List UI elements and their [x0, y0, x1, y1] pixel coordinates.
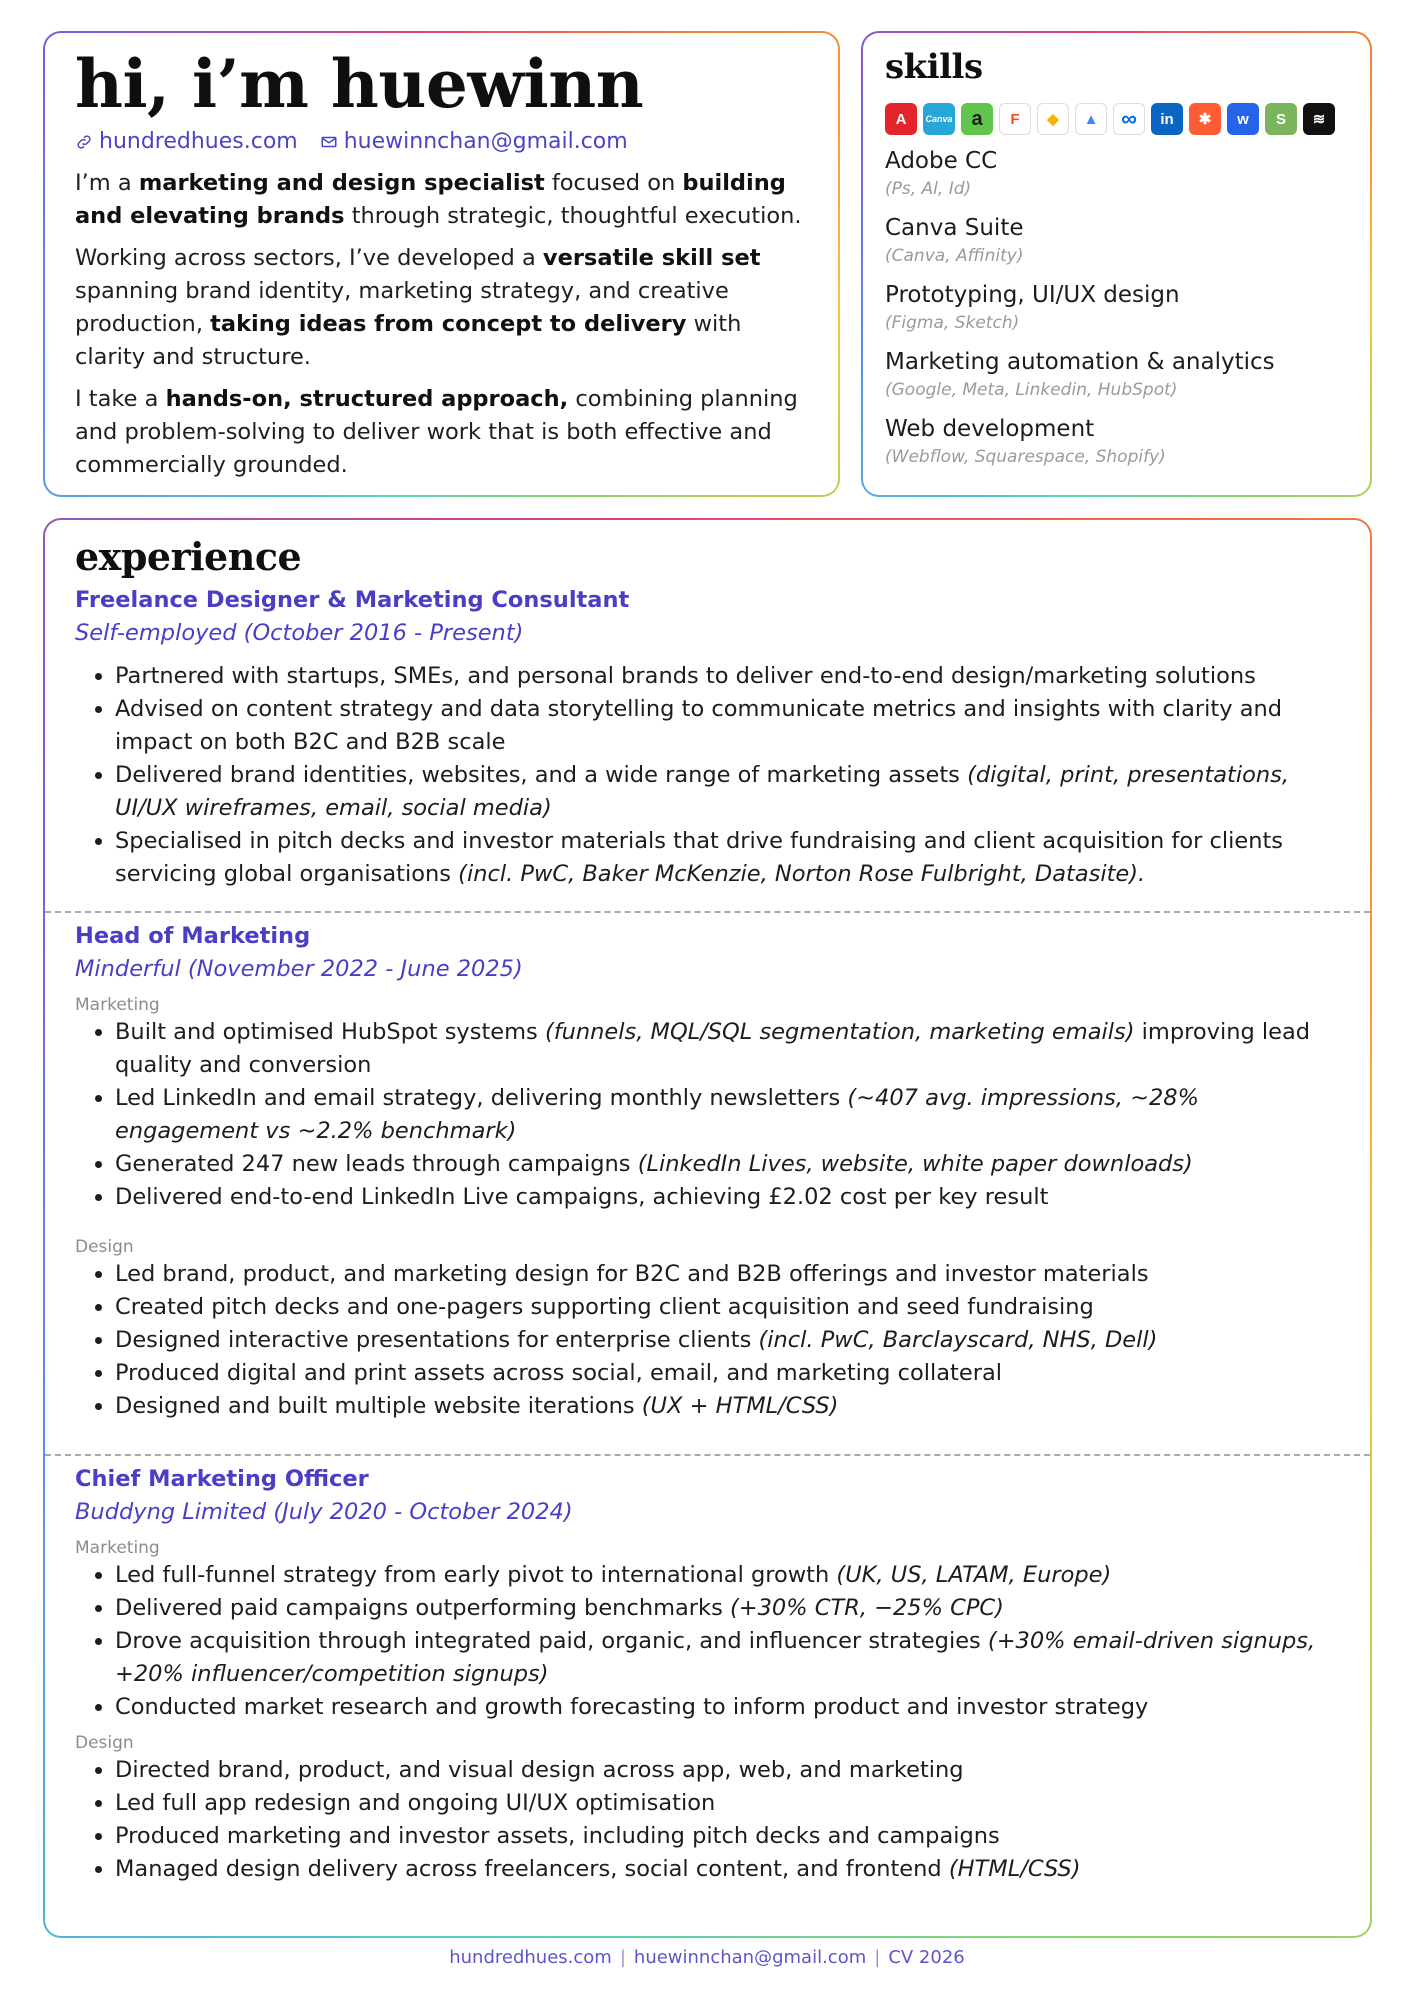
- emphasis-text: versatile skill set: [542, 245, 761, 271]
- skill-tools: (Ps, Al, Id): [885, 179, 972, 199]
- bullet-text: Directed brand, product, and visual design across app, web, and marketing: [115, 1757, 964, 1783]
- bullet-detail: (UX + HTML/CSS): [641, 1393, 839, 1419]
- bullet-detail: (LinkedIn Lives, website, white paper downloads): [637, 1151, 1193, 1177]
- emphasis-text: hands-on, structured approach,: [165, 386, 569, 412]
- bullet-item: [115, 1082, 1345, 1148]
- skill-name: Web development: [885, 416, 1095, 442]
- bullet-item: [115, 1181, 1345, 1214]
- bullet-item: [115, 1853, 1345, 1886]
- bullet-text: Produced digital and print assets across social, email, and marketing collateral: [115, 1360, 1002, 1386]
- skill-item: [885, 145, 1355, 201]
- intro-paragraph-2: [75, 242, 815, 374]
- bullet-text: Produced marketing and investor assets, including pitch decks and campaigns: [115, 1823, 1000, 1849]
- body-text: I take a: [75, 386, 166, 412]
- intro-card: [43, 31, 840, 497]
- bullet-text: Led LinkedIn and email strategy, delivering monthly newsletters: [115, 1085, 848, 1111]
- footer-email[interactable]: huewinnchan@gmail.com: [633, 1947, 867, 1968]
- bullet-item: [115, 1625, 1345, 1691]
- squarespace-icon: ≋: [1303, 103, 1335, 135]
- bullet-item: [115, 1016, 1345, 1082]
- footer-label: CV 2026: [888, 1947, 965, 1968]
- bullet-text: Designed interactive presentations for enterprise clients: [115, 1327, 759, 1353]
- experience-card: [43, 518, 1372, 1938]
- hubspot-icon: ✱: [1189, 103, 1221, 135]
- spacer: [75, 650, 1345, 660]
- bullet-item: [115, 1148, 1345, 1181]
- bullet-item: [115, 1258, 1345, 1291]
- bullet-text: Led brand, product, and marketing design for B2C and B2B offerings and investor materials: [115, 1261, 1149, 1287]
- job-title: Freelance Designer & Marketing Consultant: [75, 587, 630, 613]
- body-text: combining planning and problem-solving to deliver work that is both effective and commercially grounded.: [75, 386, 798, 478]
- website-link[interactable]: [75, 129, 298, 154]
- intro-summary: [75, 167, 815, 491]
- bullet-item: [115, 1559, 1345, 1592]
- bullet-item: [115, 1324, 1345, 1357]
- footer-website[interactable]: hundredhues.com: [449, 1947, 612, 1968]
- mail-icon: [320, 133, 338, 151]
- bullet-detail: (incl. PwC, Baker McKenzie, Norton Rose Fulbright, Datasite).: [458, 861, 1146, 887]
- skill-item: [885, 279, 1355, 335]
- body-text: spanning brand identity, marketing strategy, and creative production,: [75, 278, 729, 337]
- bullet-detail: (~407 avg. impressions, ~28% engagement vs ~2.2% benchmark): [115, 1085, 1199, 1144]
- bullet-item: [115, 660, 1345, 693]
- tool-icons-row: [885, 103, 1335, 135]
- skill-name: Marketing automation & analytics: [885, 349, 1275, 375]
- body-text: I’m a: [75, 170, 139, 196]
- shopify-icon: S: [1265, 103, 1297, 135]
- bullet-item: [115, 1691, 1345, 1724]
- bullet-detail: (UK, US, LATAM, Europe): [836, 1562, 1112, 1588]
- bullet-text: Led full-funnel strategy from early pivot to international growth: [115, 1562, 837, 1588]
- job-title: Head of Marketing: [75, 923, 311, 949]
- body-text: focused on: [544, 170, 683, 196]
- skill-name: Adobe CC: [885, 148, 998, 174]
- emphasis-text: marketing and design specialist: [138, 170, 545, 196]
- bullet-text: Created pitch decks and one-pagers supporting client acquisition and seed fundraising: [115, 1294, 1094, 1320]
- bullet-item: [115, 1787, 1345, 1820]
- bullet-item: [115, 825, 1345, 891]
- skill-tools: (Google, Meta, Linkedin, HubSpot): [885, 380, 1178, 400]
- bullet-list: [75, 1559, 1345, 1724]
- skill-item: [885, 413, 1355, 469]
- skill-tools: (Canva, Affinity): [885, 246, 1024, 266]
- canva-icon: Canva: [923, 103, 955, 135]
- job-entry-buddyng: [75, 1463, 1345, 1886]
- bullet-detail: (HTML/CSS): [948, 1856, 1081, 1882]
- bullet-text: Delivered end-to-end LinkedIn Live campaigns, achieving £2.02 cost per key result: [115, 1184, 1049, 1210]
- footer-separator: |: [619, 1947, 626, 1968]
- intro-paragraph-3: [75, 383, 815, 482]
- google-ads-icon: ▲: [1075, 103, 1107, 135]
- divider: [45, 911, 1370, 913]
- bullet-detail: (incl. PwC, Barclayscard, NHS, Dell): [758, 1327, 1158, 1353]
- website-text: hundredhues.com: [99, 129, 298, 154]
- divider: [45, 1454, 1370, 1456]
- body-text: through strategic, thoughtful execution.: [344, 203, 802, 229]
- bullet-text: Led full app redesign and ongoing UI/UX optimisation: [115, 1790, 716, 1816]
- skill-name: Prototyping, UI/UX design: [885, 282, 1180, 308]
- link-icon: [75, 133, 93, 151]
- bullet-item: [115, 693, 1345, 759]
- skill-item: [885, 346, 1355, 402]
- section-label: Design: [75, 1237, 134, 1257]
- skill-tools: (Webflow, Squarespace, Shopify): [885, 447, 1166, 467]
- bullet-text: Generated 247 new leads through campaigns: [115, 1151, 638, 1177]
- bullet-detail: (+30% email-driven signups, +20% influencer/competition signups): [115, 1628, 1316, 1687]
- bullet-list: [75, 1754, 1345, 1886]
- job-entry-freelance: [75, 584, 1345, 891]
- bullet-text: Managed design delivery across freelancers, social content, and frontend: [115, 1856, 949, 1882]
- job-title: Chief Marketing Officer: [75, 1466, 369, 1492]
- sketch-icon: ◆: [1037, 103, 1069, 135]
- affinity-icon: a: [961, 103, 993, 135]
- bullet-text: Drove acquisition through integrated paid, organic, and influencer strategies: [115, 1628, 988, 1654]
- bullet-item: [115, 1291, 1345, 1324]
- skills-list: [885, 145, 1355, 480]
- linkedin-icon: in: [1151, 103, 1183, 135]
- footer-separator: |: [874, 1947, 881, 1968]
- skill-name: Canva Suite: [885, 215, 1024, 241]
- bullet-list: [75, 1258, 1345, 1423]
- bullet-text: Advised on content strategy and data storytelling to communicate metrics and insights with clarity and impact on both B2C and B2B scale: [115, 696, 1283, 755]
- skills-card: [861, 31, 1372, 497]
- bullet-text: Designed and built multiple website iterations: [115, 1393, 642, 1419]
- body-text: with clarity and structure.: [75, 311, 742, 370]
- job-company: Buddyng Limited (July 2020 - October 2024): [75, 1499, 573, 1525]
- experience-heading: experience: [75, 534, 302, 579]
- webflow-icon: w: [1227, 103, 1259, 135]
- email-text: huewinnchan@gmail.com: [343, 129, 628, 154]
- bullet-item: [115, 1592, 1345, 1625]
- footer: [0, 1947, 1414, 1968]
- emphasis-text: building and elevating brands: [75, 170, 786, 229]
- bullet-text: Specialised in pitch decks and investor materials that drive fundraising and client acquisition for clients servicing global organisations: [115, 828, 1284, 887]
- figma-icon: F: [999, 103, 1031, 135]
- job-company: Minderful (November 2022 - June 2025): [75, 956, 523, 982]
- bullet-item: [115, 1820, 1345, 1853]
- bullet-text: Delivered brand identities, websites, and a wide range of marketing assets: [115, 762, 968, 788]
- bullet-list: [75, 660, 1345, 891]
- section-label: Marketing: [75, 1538, 160, 1558]
- intro-paragraph-1: [75, 167, 815, 233]
- bullet-item: [115, 759, 1345, 825]
- meta-icon: ∞: [1113, 103, 1145, 135]
- job-entry-minderful: [75, 920, 1345, 1423]
- bullet-text: Built and optimised HubSpot systems: [115, 1019, 545, 1045]
- emphasis-text: taking ideas from concept to delivery: [210, 311, 687, 337]
- bullet-text: Delivered paid campaigns outperforming benchmarks: [115, 1595, 730, 1621]
- skill-tools: (Figma, Sketch): [885, 313, 1020, 333]
- contact-links: [75, 129, 628, 154]
- email-link[interactable]: [320, 129, 628, 154]
- bullet-item: [115, 1754, 1345, 1787]
- bullet-text: Conducted market research and growth forecasting to inform product and investor strategy: [115, 1694, 1149, 1720]
- page-title: hi, i’m huewinn: [75, 45, 644, 123]
- skill-item: [885, 212, 1355, 268]
- body-text: Working across sectors, I’ve developed a: [75, 245, 543, 271]
- bullet-item: [115, 1390, 1345, 1423]
- adobe-icon: A: [885, 103, 917, 135]
- skills-heading: skills: [885, 47, 983, 87]
- bullet-list: [75, 1016, 1345, 1214]
- bullet-item: [115, 1357, 1345, 1390]
- section-label: Marketing: [75, 995, 160, 1015]
- bullet-detail: (+30% CTR, −25% CPC): [729, 1595, 1004, 1621]
- bullet-detail: (digital, print, presentations, UI/UX wireframes, email, social media): [115, 762, 1290, 821]
- bullet-detail: (funnels, MQL/SQL segmentation, marketing emails): [544, 1019, 1135, 1045]
- bullet-text: Partnered with startups, SMEs, and personal brands to deliver end-to-end design/marketing solutions: [115, 663, 1256, 689]
- job-company: Self-employed (October 2016 - Present): [75, 620, 524, 646]
- bullet-tail: improving lead quality and conversion: [115, 1019, 1311, 1078]
- section-label: Design: [75, 1733, 134, 1753]
